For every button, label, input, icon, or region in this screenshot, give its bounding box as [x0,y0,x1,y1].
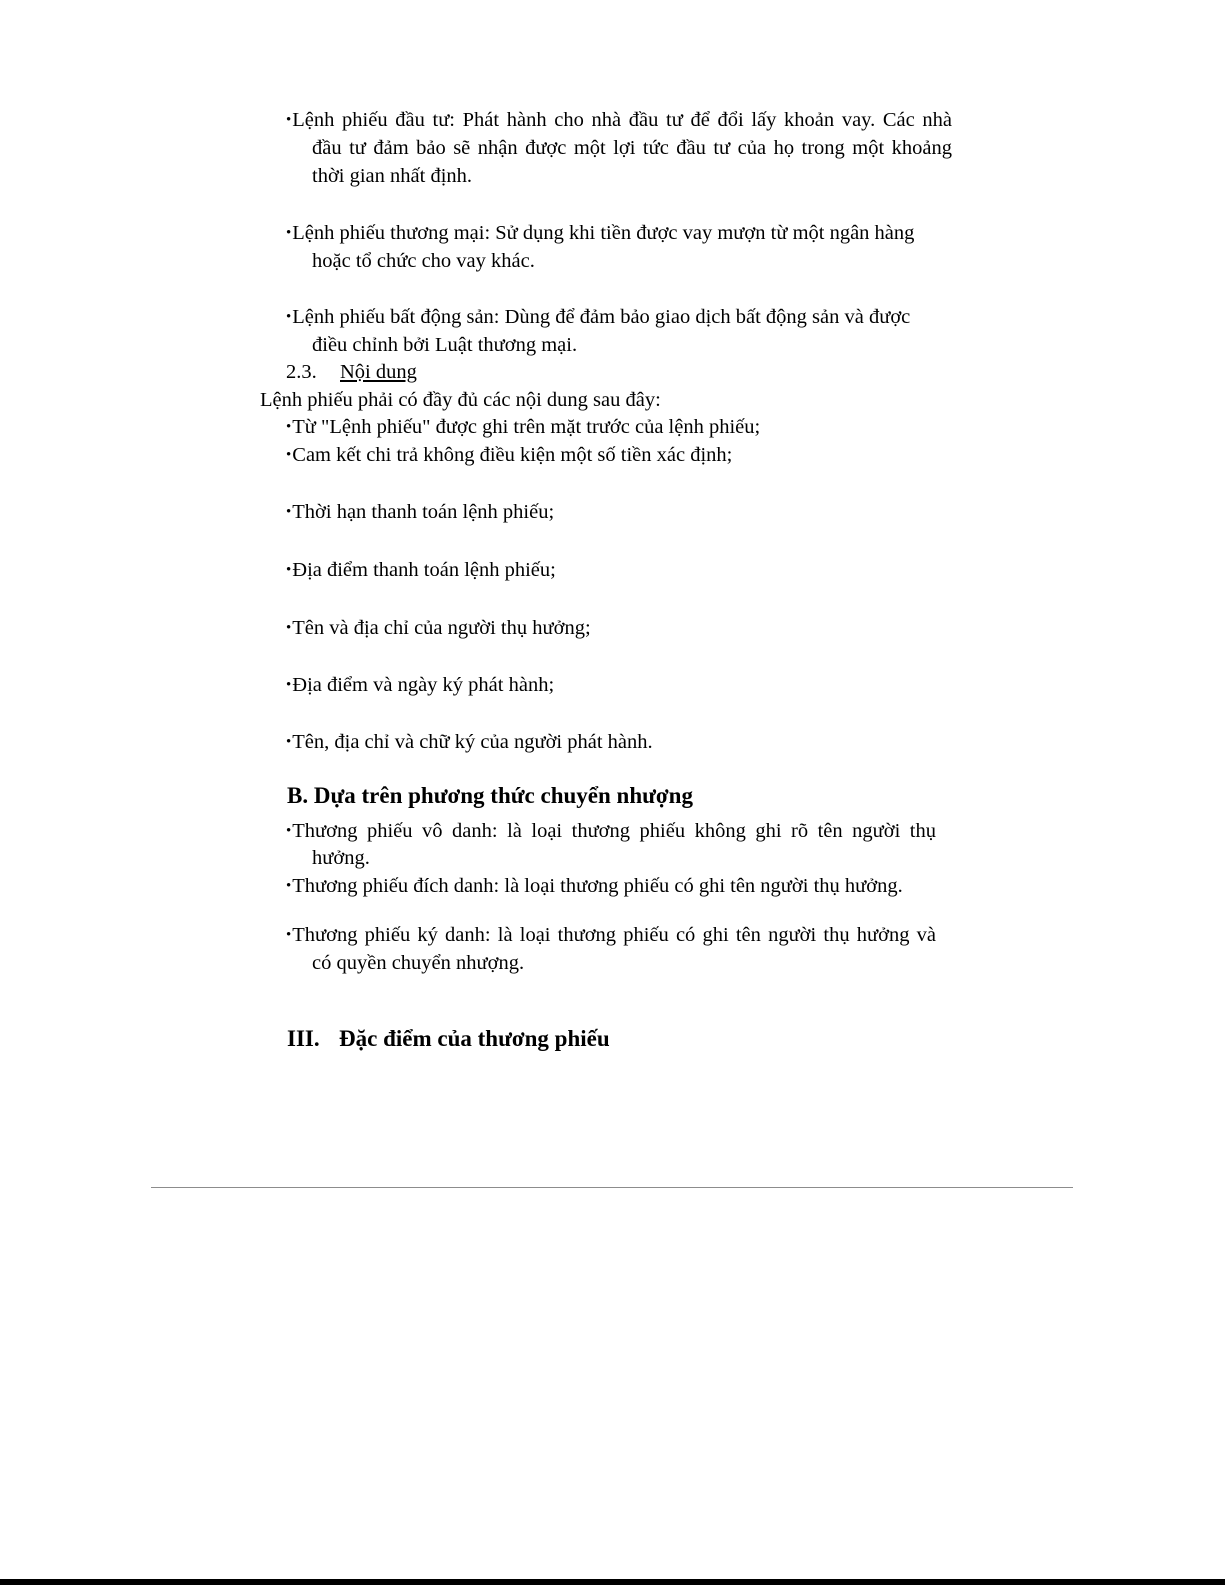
bullet-icon: • [286,225,292,241]
list-item-continuation [312,134,952,162]
bottom-edge-bar [0,1579,1225,1585]
list-item [286,498,554,526]
section-heading-iii [287,1024,610,1054]
page-break-divider [151,1187,1073,1188]
list-item [286,556,556,584]
list-item-text: có quyền chuyển nhượng. [312,952,525,974]
bullet-icon: • [286,878,292,894]
list-item-first-line [286,303,910,331]
list-item-continuation [312,949,524,977]
list-item-continuation [312,247,535,275]
list-item [286,614,591,642]
list-item-first-line [286,872,903,900]
subsection-heading [286,358,417,386]
list-item-text: Thời hạn thanh toán lệnh phiếu; [292,501,555,523]
list-item-first-line [286,219,914,247]
list-item-text: đầu tư đảm bảo sẽ nhận được một lợi tức đầu tư của họ trong một khoảng [312,137,952,159]
paragraph-text: Lệnh phiếu phải có đầy đủ các nội dung sau đây: [260,389,661,411]
list-item-text: Lệnh phiếu bất động sản: Dùng để đảm bảo giao dịch bất động sản và được [292,306,911,328]
bullet-icon: • [286,734,292,750]
list-item-continuation [312,162,472,190]
list-item-text: Tên, địa chỉ và chữ ký của người phát hành. [292,731,653,753]
list-item-text: Lệnh phiếu đầu tư: Phát hành cho nhà đầu tư để đổi lấy khoản vay. Các nhà [292,109,952,131]
list-item-text: Địa điểm và ngày ký phát hành; [292,674,555,696]
bullet-icon: • [286,620,292,636]
bullet-icon: • [286,447,292,463]
list-item-text: Địa điểm thanh toán lệnh phiếu; [292,559,556,581]
bullet-icon: • [286,677,292,693]
list-item-text: Thương phiếu vô danh: là loại thương phiếu không ghi rõ tên người thụ [292,820,936,842]
paragraph-intro [260,386,661,414]
list-item [286,728,653,756]
bullet-icon: • [286,562,292,578]
list-item-continuation [312,844,370,872]
list-item-continuation [312,331,577,359]
list-item-text: Tên và địa chỉ của người thụ hưởng; [292,617,591,639]
list-item-text: hoặc tổ chức cho vay khác. [312,250,535,272]
list-item-first-line [286,817,936,845]
list-item-text: điều chỉnh bởi Luật thương mại. [312,334,578,356]
list-item [286,671,554,699]
bullet-icon: • [286,112,292,128]
bullet-icon: • [286,823,292,839]
section-title: Đặc điểm của thương phiếu [339,1026,610,1051]
list-item [286,441,732,469]
list-item-text: hưởng. [312,847,370,869]
list-item-text: Thương phiếu ký danh: là loại thương phiếu có ghi tên người thụ hưởng và [292,924,936,946]
subsection-number: 2.3. [286,361,317,383]
list-item-text: thời gian nhất định. [312,165,473,187]
section-number: III. [287,1026,320,1051]
bullet-icon: • [286,309,292,325]
subsection-title: Nội dung [340,361,417,383]
bullet-icon: • [286,927,292,943]
list-item-text: Cam kết chi trả không điều kiện một số tiền xác định; [292,444,733,466]
bullet-icon: • [286,419,292,435]
list-item-text: Lệnh phiếu thương mại: Sử dụng khi tiền được vay mượn từ một ngân hàng [292,222,915,244]
list-item-first-line [286,921,936,949]
list-item-text: Từ "Lệnh phiếu" được ghi trên mặt trước của lệnh phiếu; [292,416,761,438]
list-item-text: Thương phiếu đích danh: là loại thương phiếu có ghi tên người thụ hưởng. [292,875,903,897]
list-item [286,413,760,441]
section-heading-b: B. Dựa trên phương thức chuyển nhượng [287,783,693,808]
list-item-first-line [286,106,952,134]
bullet-icon: • [286,504,292,520]
